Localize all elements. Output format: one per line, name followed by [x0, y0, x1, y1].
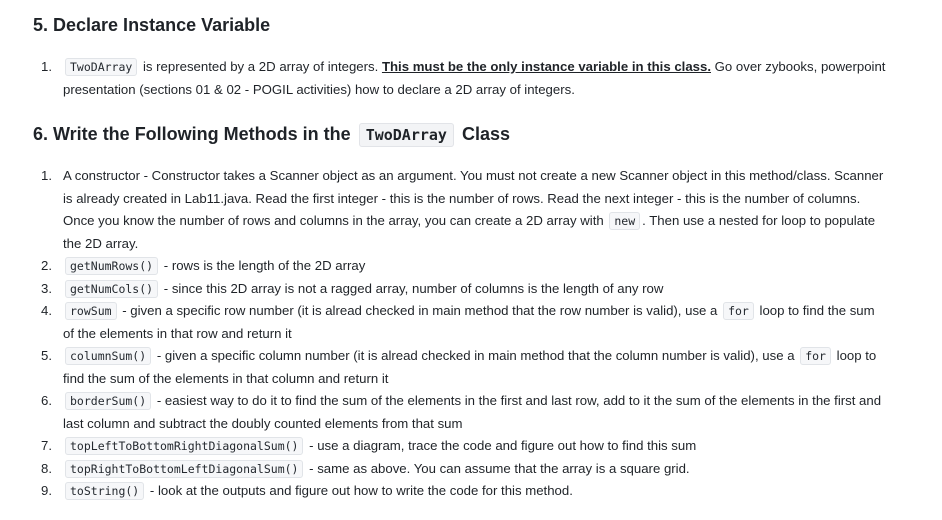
- list-item-number: 8.: [41, 460, 52, 476]
- inline-code: getNumRows(): [65, 257, 158, 275]
- heading-text: Class: [461, 124, 511, 144]
- inline-code: topLeftToBottomRightDiagonalSum(): [65, 437, 303, 455]
- list-item-text: - since this 2D array is not a ragged array, number of columns is the length of any row: [160, 280, 664, 296]
- inline-code: rowSum: [65, 302, 117, 320]
- section-5-list: [0, 56, 889, 101]
- list-item-text: is represented by a 2D array of integers.: [139, 59, 382, 74]
- list-item-number: 9.: [41, 483, 52, 498]
- heading-inline-code: TwoDArray: [359, 123, 454, 147]
- list-item: [0, 390, 889, 435]
- list-item-text: - given a specific row number (it is alread checked in main method that the row number is valid), use a: [118, 303, 722, 318]
- inline-code: getNumCols(): [65, 280, 158, 298]
- list-item: [0, 435, 889, 458]
- heading-text: 6. Write the Following Methods in the: [33, 124, 351, 144]
- inline-code: columnSum(): [65, 347, 151, 365]
- inline-code: toString(): [65, 482, 144, 500]
- list-item-text: Go over zybooks, powerpoint presentation (sections 01 & 02 - POGIL activities) how to declare a 2D array of integers.: [63, 59, 886, 97]
- list-item: [0, 345, 889, 390]
- list-item-number: 5.: [41, 348, 52, 363]
- list-item-text: - given a specific column number (it is alread checked in main method that the column number is valid), use a: [153, 348, 799, 363]
- list-item-number: 1.: [41, 168, 52, 183]
- list-item: [0, 56, 889, 101]
- list-item-text: - same as above. You can assume that the array is a square grid.: [305, 460, 690, 476]
- list-item: [0, 480, 889, 503]
- list-item: [0, 165, 889, 255]
- list-item-text: loop to find the sum of the elements in that column and return it: [63, 348, 877, 386]
- section-6-heading: [33, 124, 510, 145]
- list-item-text: . Then use a nested for loop to populate the 2D array.: [63, 213, 876, 251]
- inline-code: new: [609, 212, 640, 230]
- list-item-text: - look at the outputs and figure out how to write the code for this method.: [146, 483, 573, 498]
- list-item: [0, 255, 889, 278]
- list-item-number: 6.: [41, 393, 52, 408]
- inline-code: TwoDArray: [65, 58, 137, 76]
- list-item-number: 4.: [41, 303, 52, 318]
- list-item-text: loop to find the sum of the elements in that row and return it: [63, 303, 875, 341]
- inline-code: for: [723, 302, 754, 320]
- inline-code: borderSum(): [65, 392, 151, 410]
- list-item-number: 2.: [41, 258, 52, 273]
- list-item: [0, 300, 889, 345]
- section-5-heading: 5. Declare Instance Variable: [33, 15, 271, 35]
- list-item-text: A constructor - Constructor takes a Scanner object as an argument. You must not create a new Scanner object in this method/class. Scanner is already created in Lab11.java. Read the first integer - this is the number of rows. Read the next integer - this is the number of columns. Once you know the number of rows and columns in the array, you can create a 2D array with: [63, 168, 884, 228]
- inline-code: for: [800, 347, 831, 365]
- list-item: [0, 278, 889, 301]
- list-item-number: 7.: [41, 438, 52, 453]
- inline-code: topRightToBottomLeftDiagonalSum(): [65, 460, 303, 478]
- list-item-number: 1.: [41, 59, 52, 74]
- section-6-list: [0, 165, 889, 503]
- list-item: [0, 458, 889, 481]
- list-item-number: 3.: [41, 280, 52, 296]
- list-item-text: - rows is the length of the 2D array: [160, 258, 366, 273]
- list-item-text: - use a diagram, trace the code and figure out how to find this sum: [305, 438, 697, 453]
- list-item-text: - easiest way to do it to find the sum of the elements in the first and last row, add to it the sum of the elements in the first and last column and subtract the doubly counted elements from that sum: [63, 393, 882, 431]
- emphasis-text: This must be the only instance variable in this class.: [381, 59, 711, 74]
